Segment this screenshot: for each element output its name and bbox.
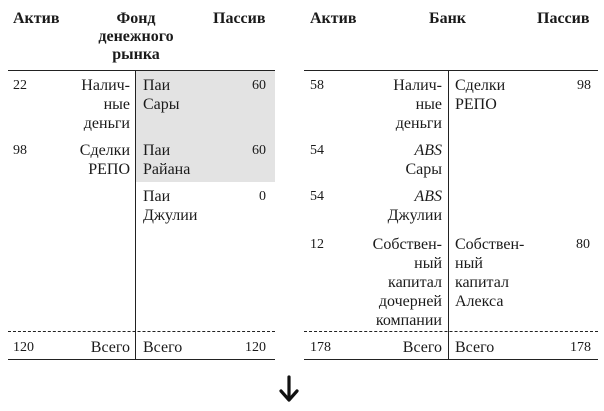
bank-cash-line-3: деньги [395, 115, 442, 132]
fund-sara-line-1: Паи [143, 77, 171, 94]
fund-ryan-line-1: Паи [143, 142, 171, 159]
fund-repo-line-1: Сделки [79, 142, 130, 159]
fund-julia-line-2: Джулии [143, 207, 198, 224]
bank-cash-line-1: Налич- [393, 77, 442, 94]
bank-subsidiary-equity-line-3: капитал [388, 274, 442, 291]
bank-total-assets-value: 178 [310, 340, 331, 355]
bank-cash-value: 58 [310, 78, 324, 93]
bank-repo-line-2: РЕПО [455, 96, 497, 113]
fund-title-line-2: денежного [98, 28, 174, 45]
bank-alex-equity-line-1: Собствен- [455, 236, 525, 253]
bank-abs-sara-value: 54 [310, 143, 324, 158]
fund-sara-shares-label [143, 76, 223, 114]
bank-alex-equity-line-2: ный [455, 255, 483, 272]
fund-repo-value: 98 [13, 143, 27, 158]
bank-alex-equity-label [455, 235, 541, 311]
bank-alex-equity-value: 80 [576, 237, 590, 252]
fund-total-liabilities-value: 120 [245, 340, 266, 355]
bank-subsidiary-equity-line-5: компании [375, 312, 442, 329]
fund-sara-shares-value: 60 [252, 78, 266, 93]
fund-ryan-shares-value: 60 [252, 143, 266, 158]
bank-alex-equity-line-3: капитал [455, 274, 509, 291]
bank-total-liabilities-value: 178 [570, 340, 591, 355]
bank-abs-sara-line-1: ABS [414, 142, 442, 159]
bank-abs-julia-label [360, 187, 442, 225]
bank-top-rule [304, 70, 598, 71]
bank-repo-line-1: Сделки [455, 77, 506, 94]
fund-cash-line-3: деньги [83, 115, 130, 132]
fund-sara-line-2: Сары [143, 96, 180, 113]
bank-subsidiary-equity-label [356, 235, 442, 330]
down-arrow-icon [278, 374, 300, 404]
bank-repo-label [455, 76, 535, 114]
bank-total-liabilities-label: Всего [455, 339, 495, 356]
bank-subsidiary-equity-value: 12 [310, 237, 324, 252]
bank-bottom-rule [304, 359, 598, 360]
bank-alex-equity-line-4: Алекса [455, 293, 504, 310]
bank-abs-sara-line-2: Сары [405, 161, 442, 178]
bank-abs-julia-value: 54 [310, 189, 324, 204]
bank-divider [448, 71, 449, 359]
fund-total-assets-label: Всего [90, 339, 130, 356]
fund-bottom-rule [8, 359, 275, 360]
fund-title [82, 10, 190, 64]
fund-cash-line-2: ные [103, 96, 130, 113]
fund-repo-line-2: РЕПО [88, 161, 130, 178]
fund-divider [135, 71, 136, 359]
bank-asset-header: Актив [310, 10, 357, 27]
fund-asset-header: Актив [13, 10, 60, 27]
fund-total-assets-value: 120 [13, 340, 34, 355]
fund-julia-shares-label [143, 187, 223, 225]
fund-title-line-3: рынка [112, 46, 160, 63]
fund-cash-label [62, 76, 130, 133]
bank-cash-line-2: ные [415, 96, 442, 113]
fund-liability-header: Пассив [213, 10, 266, 27]
fund-repo-label [62, 141, 130, 179]
bank-subsidiary-equity-line-2: ный [414, 255, 442, 272]
fund-julia-shares-value: 0 [259, 189, 266, 204]
bank-dashed-rule [304, 331, 598, 332]
fund-julia-line-1: Паи [143, 188, 171, 205]
bank-subsidiary-equity-line-1: Собствен- [372, 236, 442, 253]
fund-cash-line-1: Налич- [81, 77, 130, 94]
bank-abs-julia-line-2: Джулии [387, 207, 442, 224]
bank-repo-value: 98 [577, 78, 591, 93]
bank-total-assets-label: Всего [402, 339, 442, 356]
fund-cash-value: 22 [13, 78, 27, 93]
bank-abs-sara-label [360, 141, 442, 179]
bank-subsidiary-equity-line-4: дочерней [378, 293, 442, 310]
bank-cash-label [360, 76, 442, 133]
fund-total-liabilities-label: Всего [143, 339, 183, 356]
fund-ryan-shares-label [143, 141, 223, 179]
fund-title-line-1: Фонд [116, 10, 156, 27]
fund-ryan-line-2: Райана [143, 161, 191, 178]
fund-dashed-rule [8, 331, 275, 332]
bank-liability-header: Пассив [537, 10, 590, 27]
bank-title: Банк [429, 10, 467, 27]
bank-abs-julia-line-1: ABS [414, 188, 442, 205]
